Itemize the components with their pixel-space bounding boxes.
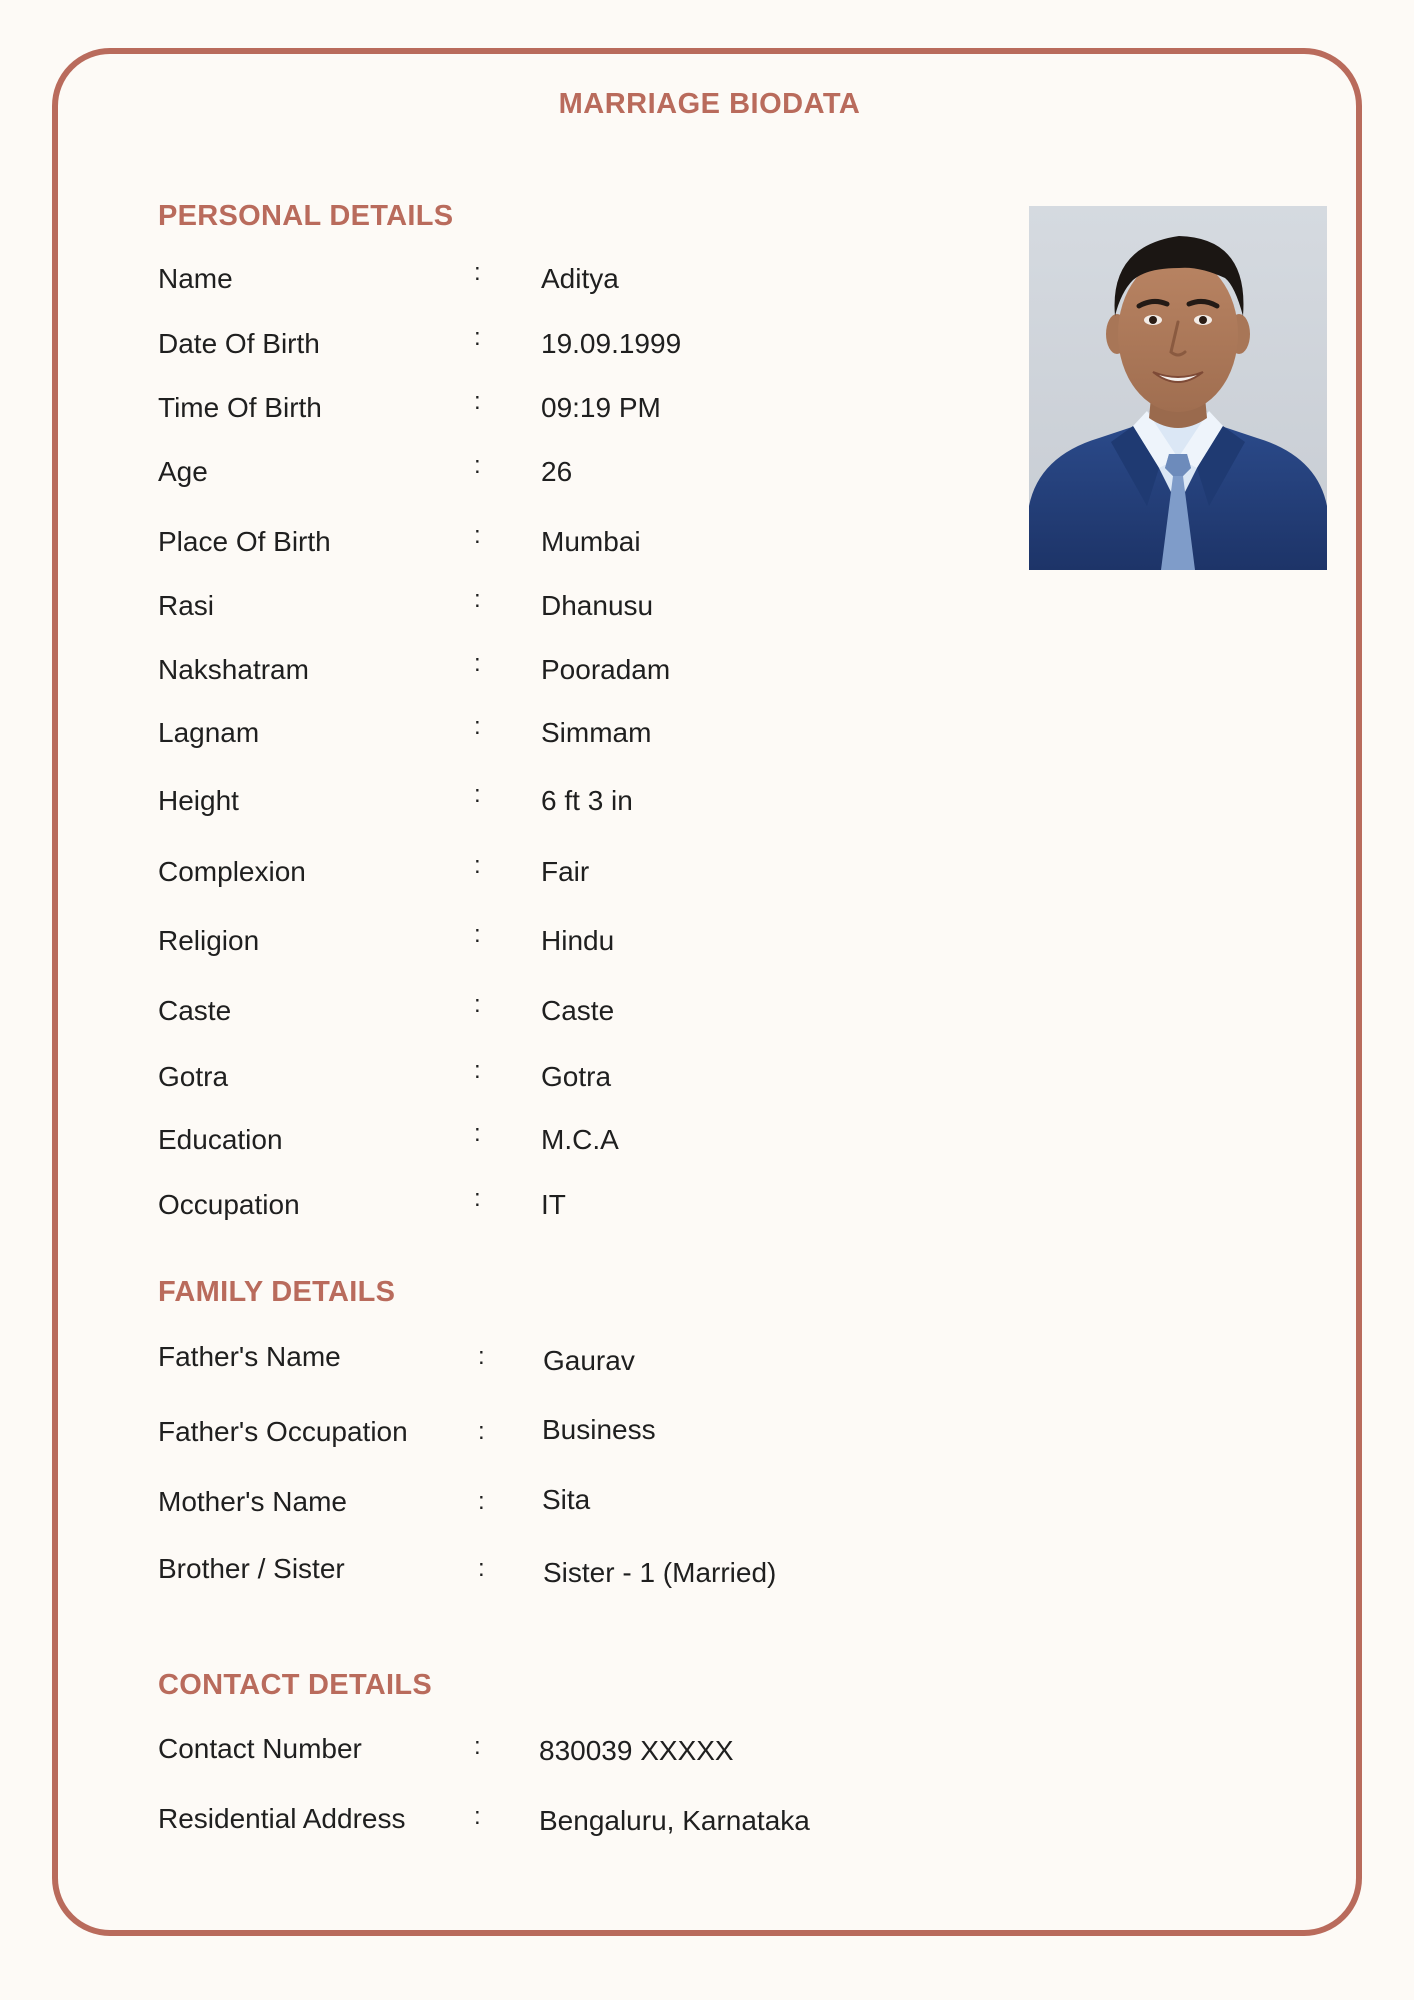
row-value: 09:19 PM <box>541 392 661 423</box>
detail-row-time-of-birth <box>158 388 918 432</box>
row-value: IT <box>541 1189 566 1220</box>
detail-row-rasi <box>158 586 918 630</box>
row-label: Gotra <box>158 1061 229 1092</box>
row-separator: : <box>474 586 481 613</box>
row-separator: : <box>478 1418 485 1445</box>
detail-row-education <box>158 1120 918 1164</box>
row-value: 830039 XXXXX <box>539 1735 734 1766</box>
row-label: Time Of Birth <box>158 392 322 423</box>
row-label: Occupation <box>158 1189 300 1220</box>
row-value: Fair <box>541 856 590 887</box>
row-label: Rasi <box>158 590 215 621</box>
row-value: Hindu <box>541 925 615 956</box>
row-separator: : <box>478 1488 485 1515</box>
row-value: Dhanusu <box>541 590 654 621</box>
row-label: Name <box>158 263 233 294</box>
row-value: Mumbai <box>541 526 641 557</box>
detail-row-lagnam <box>158 713 918 757</box>
row-separator: : <box>474 452 481 479</box>
row-label: Complexion <box>158 856 306 887</box>
row-separator: : <box>474 1733 481 1760</box>
row-label: Date Of Birth <box>158 328 320 359</box>
row-label: Nakshatram <box>158 654 309 685</box>
detail-row-mothers-name <box>158 1486 918 1526</box>
profile-photo <box>1029 206 1327 570</box>
personal-details-heading: PERSONAL DETAILS <box>158 200 454 232</box>
row-label: Father's Occupation <box>158 1416 408 1447</box>
detail-row-caste <box>158 991 918 1035</box>
row-label: Lagnam <box>158 717 260 748</box>
detail-row-age <box>158 452 918 496</box>
detail-row-height <box>158 781 918 825</box>
row-label: Brother / Sister <box>158 1553 345 1584</box>
row-label: Residential Address <box>158 1803 406 1834</box>
detail-row-fathers-occupation <box>158 1416 918 1456</box>
row-separator: : <box>474 1120 481 1147</box>
row-value: 19.09.1999 <box>541 328 682 359</box>
row-label: Father's Name <box>158 1341 341 1372</box>
detail-row-gotra <box>158 1057 918 1101</box>
row-separator: : <box>474 522 481 549</box>
row-label: Religion <box>158 925 260 956</box>
row-label: Age <box>158 456 208 487</box>
detail-row-complexion <box>158 852 918 896</box>
row-value: Bengaluru, Karnataka <box>539 1805 810 1836</box>
row-value: 6 ft 3 in <box>541 785 633 816</box>
row-value: M.C.A <box>541 1124 619 1155</box>
row-value: Sister - 1 (Married) <box>543 1557 777 1588</box>
row-label: Caste <box>158 995 232 1026</box>
row-label: Place Of Birth <box>158 526 331 557</box>
detail-row-religion <box>158 921 918 965</box>
detail-row-residential-address <box>158 1803 918 1843</box>
detail-row-date-of-birth <box>158 324 918 368</box>
detail-row-place-of-birth <box>158 522 918 566</box>
detail-row-brother-sister <box>158 1553 918 1593</box>
row-separator: : <box>474 921 481 948</box>
row-separator: : <box>474 388 481 415</box>
row-value: Sita <box>542 1484 591 1515</box>
row-separator: : <box>478 1343 485 1370</box>
row-value: Gotra <box>541 1061 612 1092</box>
row-label: Mother's Name <box>158 1486 347 1517</box>
row-value: Gaurav <box>543 1345 635 1376</box>
row-value: Business <box>542 1414 656 1445</box>
row-separator: : <box>474 781 481 808</box>
row-separator: : <box>474 650 481 677</box>
detail-row-contact-number <box>158 1733 918 1773</box>
detail-row-nakshatram <box>158 650 918 694</box>
contact-details-heading: CONTACT DETAILS <box>158 1669 433 1701</box>
row-separator: : <box>474 1057 481 1084</box>
row-separator: : <box>478 1555 485 1582</box>
row-separator: : <box>474 1803 481 1830</box>
row-value: Pooradam <box>541 654 671 685</box>
row-separator: : <box>474 324 481 351</box>
row-value: Caste <box>541 995 615 1026</box>
row-separator: : <box>474 991 481 1018</box>
family-details-heading: FAMILY DETAILS <box>158 1276 396 1308</box>
portrait-illustration <box>1029 206 1327 570</box>
row-value: Simmam <box>541 717 652 748</box>
row-separator: : <box>474 852 481 879</box>
row-label: Contact Number <box>158 1733 362 1764</box>
row-label: Height <box>158 785 239 816</box>
row-label: Education <box>158 1124 283 1155</box>
detail-row-occupation <box>158 1185 918 1229</box>
detail-row-fathers-name <box>158 1341 918 1381</box>
row-separator: : <box>474 1185 481 1212</box>
detail-row-name <box>158 259 918 303</box>
row-separator: : <box>474 713 481 740</box>
row-value: 26 <box>541 456 573 487</box>
document-title: MARRIAGE BIODATA <box>558 88 861 120</box>
row-separator: : <box>474 259 481 286</box>
row-value: Aditya <box>541 263 619 294</box>
